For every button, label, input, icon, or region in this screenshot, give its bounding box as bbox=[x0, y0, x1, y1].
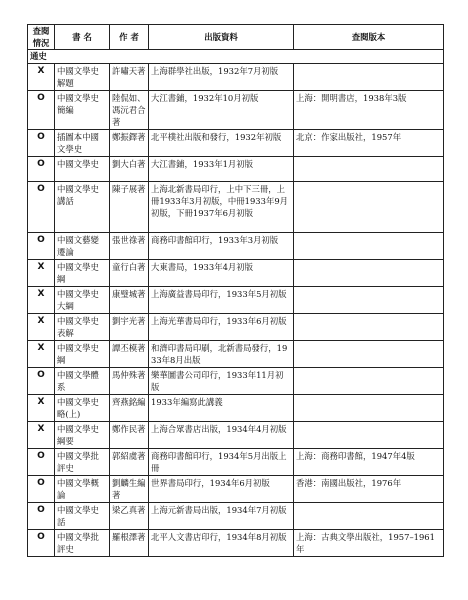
section-row bbox=[28, 50, 444, 64]
cell-author: 許嘯天著 bbox=[110, 64, 149, 91]
cell-status: O bbox=[28, 368, 55, 395]
cell-publication: 商務印書館印行，1933年3月初版 bbox=[149, 233, 294, 260]
cell-status: X bbox=[28, 422, 55, 449]
cell-publication: 上海廣益書局印行，1933年5月初版 bbox=[149, 287, 294, 314]
cell-title: 中國文學史表解 bbox=[55, 314, 110, 341]
table-row bbox=[28, 422, 444, 449]
cell-consulted bbox=[294, 260, 444, 287]
cell-status: X bbox=[28, 341, 55, 368]
cell-title: 中國文學體系 bbox=[55, 368, 110, 395]
table-row bbox=[28, 341, 444, 368]
cell-title: 插圖本中國文學史 bbox=[55, 130, 110, 157]
cell-consulted bbox=[294, 64, 444, 91]
cell-publication: 上海群學社出版，1932年7月初版 bbox=[149, 64, 294, 91]
cell-author: 譚丕模著 bbox=[110, 341, 149, 368]
cell-author: 張世祿著 bbox=[110, 233, 149, 260]
cell-title: 中國文學史綱 bbox=[55, 341, 110, 368]
cell-consulted: 上海：商務印書館，1947年4版 bbox=[294, 449, 444, 476]
cell-status: O bbox=[28, 130, 55, 157]
cell-author: 馬仲殊著 bbox=[110, 368, 149, 395]
cell-status: X bbox=[28, 64, 55, 91]
cell-title: 中國文藝變遷論 bbox=[55, 233, 110, 260]
cell-author: 陸侃如、馮沅君合著 bbox=[110, 91, 149, 130]
cell-title: 中國文學史簡編 bbox=[55, 91, 110, 130]
cell-consulted bbox=[294, 341, 444, 368]
cell-consulted bbox=[294, 422, 444, 449]
cell-consulted bbox=[294, 233, 444, 260]
table-row bbox=[28, 260, 444, 287]
cell-author: 劉麟生編著 bbox=[110, 476, 149, 503]
header-author: 作 者 bbox=[110, 25, 149, 50]
cell-publication: 商務印書館印行，1934年5月出版上冊 bbox=[149, 449, 294, 476]
cell-consulted: 上海：古典文學出版社，1957–1961年 bbox=[294, 530, 444, 557]
cell-consulted bbox=[294, 287, 444, 314]
cell-author: 鄭振鐸著 bbox=[110, 130, 149, 157]
cell-consulted bbox=[294, 157, 444, 182]
header-title: 書 名 bbox=[55, 25, 110, 50]
cell-publication: 上海光華書局印行，1933年6月初版 bbox=[149, 314, 294, 341]
cell-title: 中國文學史大綱 bbox=[55, 287, 110, 314]
cell-author: 康璧城著 bbox=[110, 287, 149, 314]
table-row bbox=[28, 157, 444, 182]
cell-status: X bbox=[28, 314, 55, 341]
table-row bbox=[28, 314, 444, 341]
cell-consulted bbox=[294, 503, 444, 530]
cell-title: 中國文學史綱 bbox=[55, 260, 110, 287]
cell-status: O bbox=[28, 476, 55, 503]
cell-author: 齊燕銘編 bbox=[110, 395, 149, 422]
cell-status: O bbox=[28, 530, 55, 557]
section-label: 通史 bbox=[28, 50, 444, 64]
cell-author: 郭紹虞著 bbox=[110, 449, 149, 476]
cell-consulted: 北京：作家出版社，1957年 bbox=[294, 130, 444, 157]
header-publication: 出版資料 bbox=[149, 25, 294, 50]
cell-title: 中國文學史話 bbox=[55, 503, 110, 530]
cell-title: 中國文學史綱要 bbox=[55, 422, 110, 449]
cell-publication: 樂華圖書公司印行，1933年11月初版 bbox=[149, 368, 294, 395]
cell-status: O bbox=[28, 503, 55, 530]
cell-title: 中國文學史略(上) bbox=[55, 395, 110, 422]
table-row bbox=[28, 476, 444, 503]
table-row bbox=[28, 395, 444, 422]
cell-title: 中國文學批評史 bbox=[55, 530, 110, 557]
table-row bbox=[28, 287, 444, 314]
cell-status: O bbox=[28, 449, 55, 476]
cell-author: 鄭作民著 bbox=[110, 422, 149, 449]
cell-status: O bbox=[28, 157, 55, 182]
cell-consulted bbox=[294, 314, 444, 341]
cell-publication: 世界書局印行，1934年6月初版 bbox=[149, 476, 294, 503]
cell-author: 劉大白著 bbox=[110, 157, 149, 182]
table-row bbox=[28, 182, 444, 233]
table-row bbox=[28, 503, 444, 530]
cell-publication: 北平樸社出版和發行，1932年初版 bbox=[149, 130, 294, 157]
cell-title: 中國文學批評史 bbox=[55, 449, 110, 476]
cell-consulted bbox=[294, 368, 444, 395]
cell-consulted: 香港：南國出版社，1976年 bbox=[294, 476, 444, 503]
table-row bbox=[28, 449, 444, 476]
table-row bbox=[28, 91, 444, 130]
cell-publication: 大東書局，1933年4月初版 bbox=[149, 260, 294, 287]
table-row bbox=[28, 64, 444, 91]
cell-author: 陳子展著 bbox=[110, 182, 149, 233]
table-row bbox=[28, 530, 444, 557]
cell-consulted bbox=[294, 182, 444, 233]
cell-publication: 北平人文書店印行，1934年8月初版 bbox=[149, 530, 294, 557]
cell-publication: 和濟印書局印刷，北新書局發行，1933年8月出版 bbox=[149, 341, 294, 368]
header-consulted: 查閱版本 bbox=[294, 25, 444, 50]
cell-author: 劉宇光著 bbox=[110, 314, 149, 341]
catalog-table bbox=[27, 24, 444, 557]
cell-status: O bbox=[28, 233, 55, 260]
table-row bbox=[28, 368, 444, 395]
header-status: 查閱情況 bbox=[28, 25, 55, 50]
cell-author: 梁乙真著 bbox=[110, 503, 149, 530]
cell-title: 中國文學史講話 bbox=[55, 182, 110, 233]
cell-status: O bbox=[28, 182, 55, 233]
cell-status: X bbox=[28, 395, 55, 422]
cell-status: X bbox=[28, 260, 55, 287]
cell-publication: 上海元新書局出版，1934年7月初版 bbox=[149, 503, 294, 530]
cell-publication: 上海北新書局印行，上中下三冊，上冊1933年3月初版，中冊1933年9月初版，下冊1937年6月初版 bbox=[149, 182, 294, 233]
cell-consulted: 上海：開明書店，1938年3版 bbox=[294, 91, 444, 130]
cell-publication: 上海合眾書店出版，1934年4月初版 bbox=[149, 422, 294, 449]
cell-title: 中國文學史解題 bbox=[55, 64, 110, 91]
cell-consulted bbox=[294, 395, 444, 422]
cell-status: O bbox=[28, 91, 55, 130]
cell-title: 中國文學史 bbox=[55, 157, 110, 182]
table-row bbox=[28, 130, 444, 157]
table-row bbox=[28, 233, 444, 260]
cell-status: X bbox=[28, 287, 55, 314]
cell-publication: 大江書鋪，1932年10月初版 bbox=[149, 91, 294, 130]
cell-title: 中國文學概論 bbox=[55, 476, 110, 503]
cell-publication: 大江書鋪，1933年1月初版 bbox=[149, 157, 294, 182]
cell-publication: 1933年編寫此講義 bbox=[149, 395, 294, 422]
cell-author: 羅根澤著 bbox=[110, 530, 149, 557]
header-row bbox=[28, 25, 444, 50]
cell-author: 童行白著 bbox=[110, 260, 149, 287]
